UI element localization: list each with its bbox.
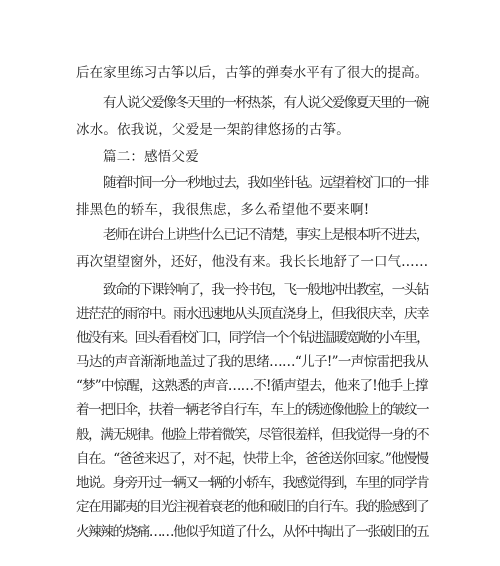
paragraph-line: “梦”中惊醒，这熟悉的声音……不!循声望去，他来了!他手上撑: [76, 378, 428, 394]
paragraph-line: 地说。身旁开过一辆又一辆的小轿车，我感觉得到，车里的同学肯: [76, 475, 429, 491]
section-heading: 篇二：感悟父爱: [103, 149, 199, 165]
paragraph-line: 着一把旧伞，扶着一辆老爷自行车，车上的锈迹像他脸上的皱纹一: [76, 402, 429, 418]
paragraph-line: 老师在讲台上讲些什么已记不清楚，事实上是根本听不进去，: [103, 227, 428, 243]
paragraph-line: 自在。“爸爸来迟了，对不起，快带上伞，爸爸送你回家。”他慢慢: [76, 451, 429, 467]
paragraph-line: 再次望望窗外，还好，他没有来。我长长地舒了一口气……: [76, 254, 429, 270]
paragraph-line: 进茫茫的雨帘中。雨水迅速地从头顶直浇身上，但我很庆幸，庆幸: [76, 306, 429, 322]
paragraph-line: 致命的下课铃响了，我一拎书包，飞一般地冲出教室，一头钻: [103, 282, 428, 298]
paragraph-line: 定在用鄙夷的目光注视着衰老的他和破旧的自行车。我的脸感到了: [76, 499, 429, 515]
paragraph-line: 有人说父爱像冬天里的一杯热茶，有人说父爱像夏天里的一碗: [103, 95, 428, 111]
paragraph-line: 后在家里练习古筝以后，古筝的弹奏水平有了很大的提高。: [76, 65, 429, 81]
paragraph-line: 般，满无规律。他脸上带着微笑，尽管很羞样，但我觉得一身的不: [76, 427, 429, 443]
paragraph-line: 火辣辣的烧痛……他似乎知道了什么，从怀中掏出了一张破旧的五: [76, 524, 429, 540]
paragraph-line: 排黑色的轿车，我很焦虑，多么希望他不要来啊!: [76, 202, 370, 218]
paragraph-line: 马达的声音渐渐地盖过了我的思绪……“儿子!”一声惊雷把我从: [76, 354, 429, 370]
paragraph-line: 随着时间一分一秒地过去，我如坐针毡。远望着校门口的一排: [103, 175, 428, 191]
paragraph-line: 他没有来。回头看看校门口，同学信一个个钻进温暖宽敞的小车里，: [76, 330, 428, 346]
paragraph-line: 冰水。依我说，父爱是一架韵律悠扬的古筝。: [76, 122, 350, 138]
